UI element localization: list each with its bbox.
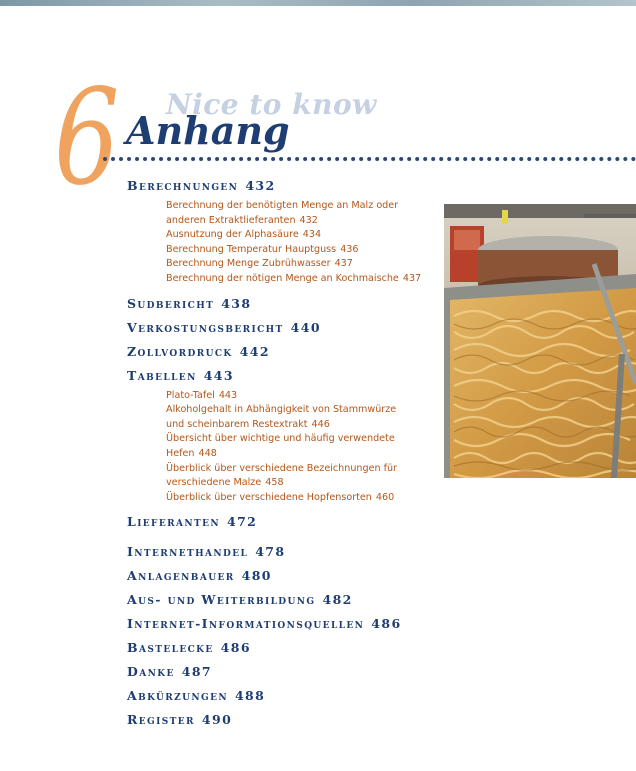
toc-entry[interactable] — [127, 567, 447, 591]
toc-entry-page: 490 — [201, 712, 233, 728]
toc-subentry[interactable] — [166, 272, 447, 287]
toc-subentry[interactable] — [166, 199, 447, 214]
chapter-title: Anhang — [126, 108, 290, 153]
toc-subentry-text: Berechnung Menge Zubrühwasser — [166, 258, 331, 270]
toc-subentry-page: 436 — [340, 243, 359, 255]
toc-subentry[interactable] — [166, 476, 447, 491]
brewery-mash-tun-photo — [444, 204, 636, 478]
toc-entry-label: Verkostungsbericht — [127, 319, 284, 335]
toc-entry-label: Danke — [127, 664, 175, 680]
toc-subentry-text: Überblick über verschiedene Hopfensorten — [166, 491, 372, 503]
toc-entry[interactable] — [127, 295, 447, 319]
toc-entry[interactable] — [127, 367, 447, 391]
toc-entry[interactable] — [127, 513, 447, 537]
toc-subentry[interactable] — [166, 214, 447, 229]
toc-subentry[interactable] — [166, 432, 447, 447]
chapter-number: 6 — [54, 61, 120, 215]
toc-subentry-page: 446 — [311, 418, 330, 430]
toc-subentry-page: 437 — [334, 258, 353, 270]
toc-subentry[interactable] — [166, 389, 447, 404]
toc-entry[interactable] — [127, 639, 447, 663]
toc-entry-page: 472 — [226, 514, 258, 530]
table-of-contents — [127, 177, 447, 735]
toc-entry-label: Sudbericht — [127, 295, 215, 311]
toc-subentry[interactable] — [166, 462, 447, 477]
toc-subentry-text: Ausnutzung der Alphasäure — [166, 229, 299, 241]
toc-entry-page: 486 — [220, 640, 251, 656]
toc-entry[interactable] — [127, 687, 447, 711]
toc-entry[interactable] — [127, 615, 447, 639]
toc-entry-label: Bastelecke — [127, 640, 214, 656]
dotted-divider — [103, 157, 636, 161]
toc-subentry-page: 432 — [299, 214, 318, 226]
toc-entry[interactable] — [127, 591, 447, 615]
toc-entry-page: 438 — [221, 295, 252, 311]
toc-subentry-text: Übersicht über wichtige und häufig verwendete — [166, 433, 395, 445]
toc-entry[interactable] — [127, 711, 447, 735]
toc-entry-label: Internet-Informationsquellen — [127, 616, 365, 632]
toc-subentry-page: 448 — [198, 447, 217, 459]
toc-entry-page: 478 — [255, 544, 286, 560]
toc-subentry[interactable] — [166, 228, 447, 243]
toc-entry-page: 480 — [241, 568, 272, 584]
toc-entry-page: 440 — [290, 319, 321, 335]
toc-entry[interactable] — [127, 177, 447, 201]
toc-entry-label: Tabellen — [127, 367, 197, 383]
toc-entry[interactable] — [127, 663, 447, 687]
toc-entry-label: Lieferanten — [127, 514, 220, 530]
toc-subentry-text: Berechnung der nötigen Menge an Kochmaische — [166, 272, 399, 284]
toc-subentry-list — [166, 389, 447, 506]
toc-subentry[interactable] — [166, 447, 447, 462]
toc-entry[interactable] — [127, 343, 447, 367]
toc-subentry-text: anderen Extraktlieferanten — [166, 214, 296, 226]
top-decorative-strip — [0, 0, 636, 6]
chapter-kicker: Nice to know — [166, 88, 377, 121]
toc-subentry[interactable] — [166, 418, 447, 433]
toc-subentry-page: 458 — [265, 477, 284, 489]
toc-entry[interactable] — [127, 543, 447, 567]
toc-entry-label: Anlagenbauer — [127, 568, 235, 584]
toc-entry-label: Berechnungen — [127, 178, 239, 193]
toc-subentry-page: 434 — [302, 229, 322, 241]
toc-subentry-list — [166, 199, 447, 287]
toc-entry-page: 482 — [322, 592, 353, 608]
toc-subentry-page: 437 — [402, 272, 422, 284]
toc-subentry[interactable] — [166, 491, 447, 506]
toc-entry-label: Zollvordruck — [127, 343, 233, 359]
toc-entry-label: Internethandel — [127, 544, 249, 560]
toc-subentry[interactable] — [166, 403, 447, 418]
toc-subentry-page: 443 — [218, 389, 238, 401]
toc-entry-label: Abkürzungen — [127, 688, 228, 704]
toc-subentry-text: und scheinbarem Restextrakt — [166, 418, 308, 430]
toc-subentry-text: Überblick über verschiedene Bezeichnungen für — [166, 462, 398, 474]
toc-subentry[interactable] — [166, 243, 447, 258]
toc-subentry-text: Hefen — [166, 447, 195, 459]
toc-subentry-page: 460 — [375, 491, 395, 503]
toc-entry-label: Aus- und Weiterbildung — [127, 592, 316, 608]
toc-subentry-text: verschiedene Malze — [166, 477, 262, 489]
toc-entry[interactable] — [127, 319, 447, 343]
toc-subentry-text: Berechnung der benötigten Menge an Malz oder — [166, 200, 399, 211]
toc-entry-page: 432 — [245, 178, 276, 193]
toc-entry-page: 443 — [203, 367, 234, 383]
toc-entry-page: 486 — [371, 616, 402, 632]
toc-entry-label: Register — [127, 712, 195, 728]
toc-entry-page: 487 — [181, 664, 213, 680]
toc-subentry-text: Berechnung Temperatur Hauptguss — [166, 243, 337, 255]
toc-entry-page: 488 — [234, 688, 266, 704]
toc-subentry[interactable] — [166, 257, 447, 272]
toc-entry-page: 442 — [239, 343, 270, 359]
toc-subentry-text: Alkoholgehalt in Abhängigkeit von Stammwürze — [166, 404, 397, 416]
toc-subentry-text: Plato-Tafel — [166, 389, 215, 401]
